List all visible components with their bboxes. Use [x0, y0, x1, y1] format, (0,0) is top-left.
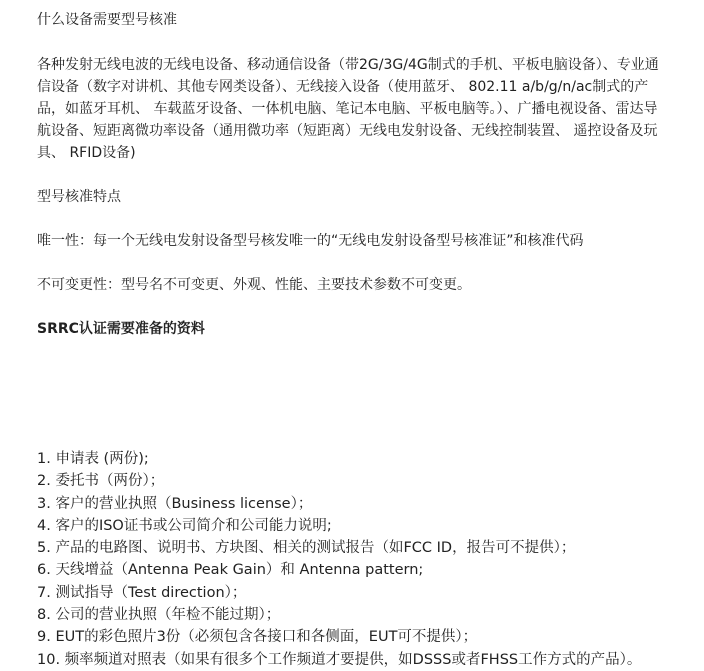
- list-item: 2. 委托书（两份）；: [37, 473, 165, 490]
- list-item: 5. 产品的电路图、说明书、方块图、相关的测试报告（如FCC ID，报告可不提供）；: [37, 540, 576, 557]
- list-item: 3. 客户的营业执照（Business license）；: [37, 495, 313, 512]
- list-item: 7. 测试指导（Test direction）；: [37, 584, 247, 601]
- list-item: 9. EUT的彩色照片3份（必须包含各接口和各侧面，EUT可不提供）；: [37, 629, 478, 646]
- heading-which-devices: 什么设备需要型号核准: [37, 12, 177, 28]
- list-item: 8. 公司的营业执照（年检不能过期）；: [37, 607, 281, 624]
- list-item: 10. 频率频道对照表（如果有很多个工作频道才要提供，如DSSS或者FHSS工作方式的产品）。: [37, 651, 642, 668]
- list-item: 6. 天线增益（Antenna Peak Gain）和 Antenna pattern;: [37, 562, 424, 579]
- materials-list: [37, 448, 665, 671]
- article-body: [37, 9, 665, 671]
- list-item: 4. 客户的ISO证书或公司简介和公司能力说明;: [37, 517, 332, 534]
- heading-approval-features: 型号核准特点: [37, 189, 121, 205]
- paragraph-immutability: 不可变更性：型号名不可变更、外观、性能、主要技术参数不可变更。: [37, 277, 471, 293]
- paragraph-device-list: 各种发射无线电波的无线电设备、移动通信设备（带2G/3G/4G制式的手机、平板电脑设备）、专业通信设备（数字对讲机、其他专网类设备）、无线接入设备（使用蓝牙、 802.11 a/b/g/n/ac制式的产品，如蓝牙耳机、 车载蓝牙设备、一体机电脑、笔记本电脑、平板电脑等。）、广播电视设备、雷达导航设备、短距离微功率设备（通用微功率（短距离）无线电发射设备、无线控制装置、 遥控设备及玩具、 RFID设备): [37, 57, 659, 161]
- paragraph-uniqueness: 唯一性：每一个无线电发射设备型号核发唯一的“无线电发射设备型号核准证”和核准代码: [37, 233, 584, 249]
- blank-space: [37, 362, 665, 448]
- heading-srrc-materials: SRRC认证需要准备的资料: [37, 321, 205, 337]
- list-item: 1. 申请表 (两份);: [37, 451, 149, 467]
